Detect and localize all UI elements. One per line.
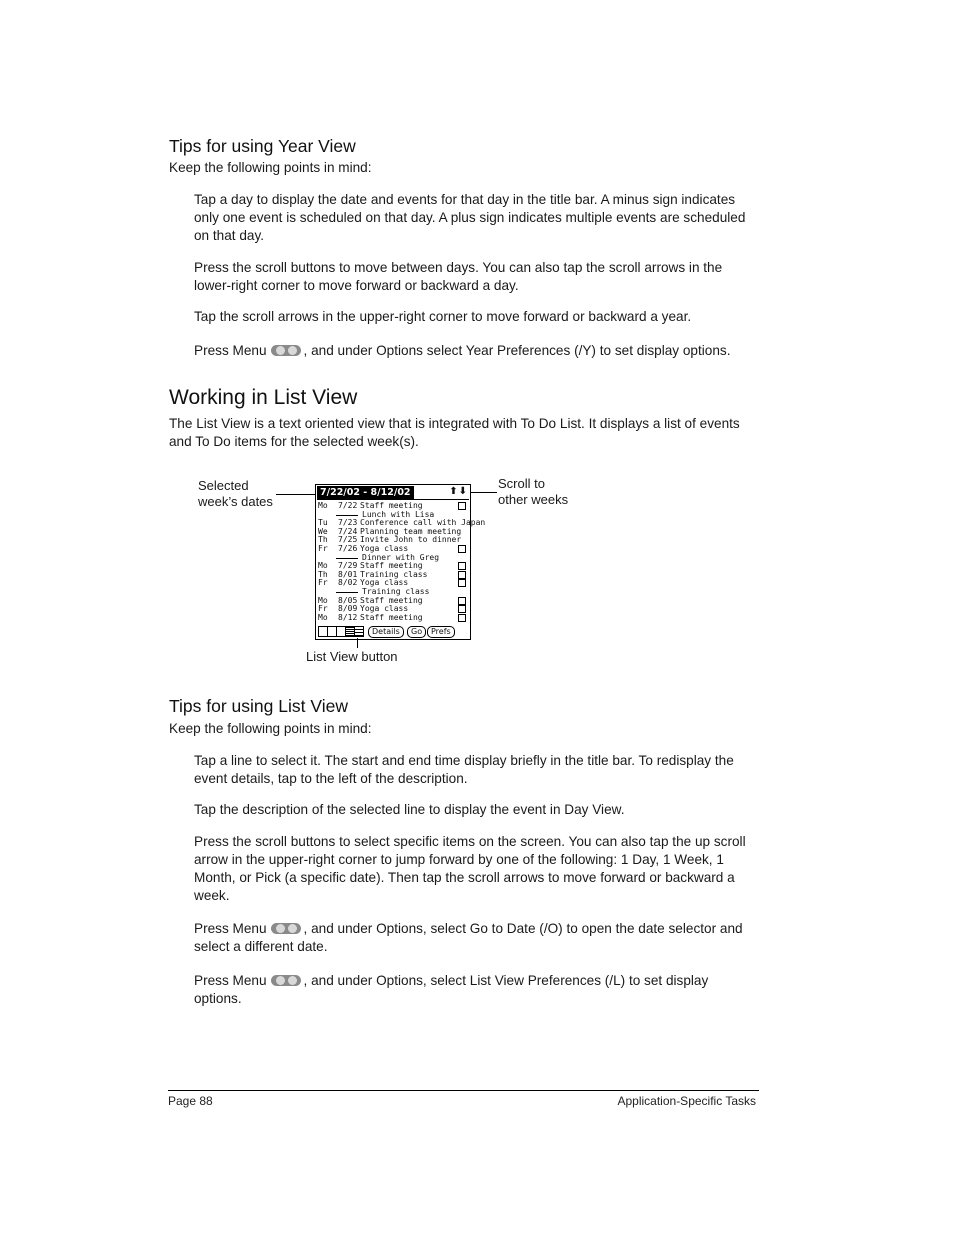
year-tips-intro: Keep the following points in mind: — [169, 160, 372, 175]
event-description[interactable]: Staff meeting — [360, 595, 423, 605]
text-line: and To Do items for the selected week(s). — [169, 434, 419, 449]
text-line: Selected — [198, 478, 249, 493]
event-date: 7/29 — [338, 561, 358, 571]
menu-icon — [271, 923, 301, 934]
text-span: Press Menu — [194, 343, 267, 358]
list-view-screen — [315, 484, 486, 640]
text-line: Tap a line to select it. The start and end time display briefly in the title bar. To redisplay the — [194, 753, 734, 768]
screen-bottom-bar — [317, 625, 469, 638]
event-day: Fr — [318, 604, 328, 614]
year-tip-1 — [194, 191, 760, 245]
callout-line — [469, 492, 497, 493]
event-date: 8/05 — [338, 595, 358, 605]
event-day: Fr — [318, 578, 328, 588]
text-line: only one event is scheduled on that day. A plus sign indicates multiple events are scheduled — [194, 210, 746, 225]
year-tips-heading: Tips for using Year View — [169, 136, 356, 156]
footer-rule — [168, 1090, 759, 1091]
text-line: other weeks — [498, 492, 569, 507]
text-line: Press the scroll buttons to select specific items on the screen. You can also tap the up scroll — [194, 834, 746, 849]
menu-icon — [271, 345, 301, 356]
note-icon[interactable] — [458, 579, 466, 587]
event-description[interactable]: Staff meeting — [360, 501, 423, 510]
screen-title[interactable]: 7/22/02 - 8/12/02 — [317, 486, 414, 499]
text-line: week’s dates — [198, 494, 273, 509]
event-description[interactable]: Staff meeting — [360, 612, 423, 622]
list-tips-intro: Keep the following points in mind: — [169, 721, 372, 736]
event-description[interactable]: Dinner with Greg — [362, 552, 440, 562]
text-line: Month, or Pick (a specific date). Then tap the scroll arrows to move forward or backward a — [194, 870, 735, 885]
event-date: 7/25 — [338, 535, 358, 545]
text-line: arrow in the upper-right corner to jump forward by one of the following: 1 Day, 1 Week, 1 — [194, 852, 724, 867]
list-tip-1 — [194, 752, 760, 788]
note-icon[interactable] — [458, 614, 466, 622]
text-line: The List View is a text oriented view that is integrated with To Do List. It displays a list of events — [169, 416, 740, 431]
list-tips-heading: Tips for using List View — [169, 696, 348, 716]
list-tip-3 — [194, 833, 760, 905]
text-span: , and under Options select Year Preferences (/Y) to set display options. — [303, 343, 731, 358]
event-description[interactable]: Yoga class — [360, 544, 409, 553]
note-icon[interactable] — [458, 605, 466, 613]
year-tip-3: Tap the scroll arrows in the upper-right corner to move forward or backward a year. — [194, 309, 692, 324]
event-date: 7/22 — [338, 501, 358, 510]
list-tip-2: Tap the description of the selected line to display the event in Day View. — [194, 802, 625, 817]
event-description[interactable]: Planning team meeting — [360, 526, 462, 536]
untimed-dash — [336, 558, 358, 559]
list-tip-4 — [194, 920, 774, 956]
text-line: event details, tap to the left of the description. — [194, 771, 468, 786]
event-description[interactable]: Training class — [362, 587, 430, 596]
list-view-intro — [169, 415, 769, 451]
untimed-dash — [336, 592, 358, 593]
text-line: Press the scroll buttons to move between days. You can also tap the scroll arrows in the — [194, 260, 723, 275]
event-day: Mo — [318, 561, 328, 571]
text-line: select a different date. — [194, 939, 328, 954]
event-description[interactable]: Conference call with Japan — [360, 518, 486, 528]
scroll-arrows-icon[interactable]: ⬆⬇ — [449, 486, 468, 497]
text-line: options. — [194, 991, 242, 1006]
text-span: Press Menu — [194, 973, 267, 988]
note-icon[interactable] — [458, 597, 466, 605]
event-description[interactable]: Invite John to dinner — [360, 535, 462, 545]
event-date: 8/12 — [338, 612, 358, 622]
event-date: 7/24 — [338, 526, 358, 536]
text-line: on that day. — [194, 228, 265, 243]
event-description[interactable]: Staff meeting — [360, 561, 423, 571]
note-icon[interactable] — [458, 545, 466, 553]
details-button[interactable]: Details — [368, 626, 404, 638]
list-view-heading: Working in List View — [169, 386, 358, 409]
event-description[interactable]: Training class — [360, 569, 428, 579]
event-day: Mo — [318, 595, 328, 605]
event-row[interactable] — [318, 614, 466, 623]
text-line: lower-right corner to move forward or backward a day. — [194, 278, 519, 293]
callout-line — [357, 638, 358, 648]
untimed-dash — [336, 515, 358, 516]
note-icon[interactable] — [458, 571, 466, 579]
event-day: Mo — [318, 612, 328, 622]
text-span: , and under Options, select Go to Date (/O) to open the date selector and — [303, 921, 743, 936]
callout-scroll — [498, 476, 568, 508]
menu-icon — [271, 975, 301, 986]
event-day: Mo — [318, 501, 328, 510]
section-title: Application-Specific Tasks — [617, 1094, 756, 1108]
title-underline — [317, 499, 469, 500]
text-span: Press Menu — [194, 921, 267, 936]
callout-line — [276, 494, 316, 495]
event-day: We — [318, 526, 328, 536]
text-line: Scroll to — [498, 476, 545, 491]
event-day: Fr — [318, 544, 328, 553]
note-icon[interactable] — [458, 562, 466, 570]
page-number: Page 88 — [168, 1094, 213, 1108]
event-date: 8/02 — [338, 578, 358, 588]
list-tip-5 — [194, 972, 774, 1008]
event-description[interactable]: Yoga class — [360, 604, 409, 614]
event-day: Tu — [318, 518, 328, 528]
event-date: 8/01 — [338, 569, 358, 579]
text-line: week. — [194, 888, 230, 903]
list-view-button[interactable] — [354, 626, 364, 637]
event-day: Th — [318, 535, 328, 545]
year-tip-2 — [194, 259, 760, 295]
event-description[interactable]: Lunch with Lisa — [362, 509, 435, 519]
go-button[interactable]: Go — [407, 626, 426, 638]
event-date: 8/09 — [338, 604, 358, 614]
text-span: , and under Options, select List View Preferences (/L) to set display — [303, 973, 709, 988]
callout-list-view-button: List View button — [306, 649, 398, 664]
event-description[interactable]: Yoga class — [360, 578, 409, 588]
callout-selected-dates — [198, 478, 273, 510]
text-line: Tap a day to display the date and events for that day in the title bar. A minus sign indicates — [194, 192, 736, 207]
event-date: 7/26 — [338, 544, 358, 553]
year-tip-4 — [194, 342, 774, 360]
note-icon[interactable] — [458, 502, 466, 510]
prefs-button[interactable]: Prefs — [427, 626, 455, 638]
event-date: 7/23 — [338, 518, 358, 528]
event-day: Th — [318, 569, 328, 579]
